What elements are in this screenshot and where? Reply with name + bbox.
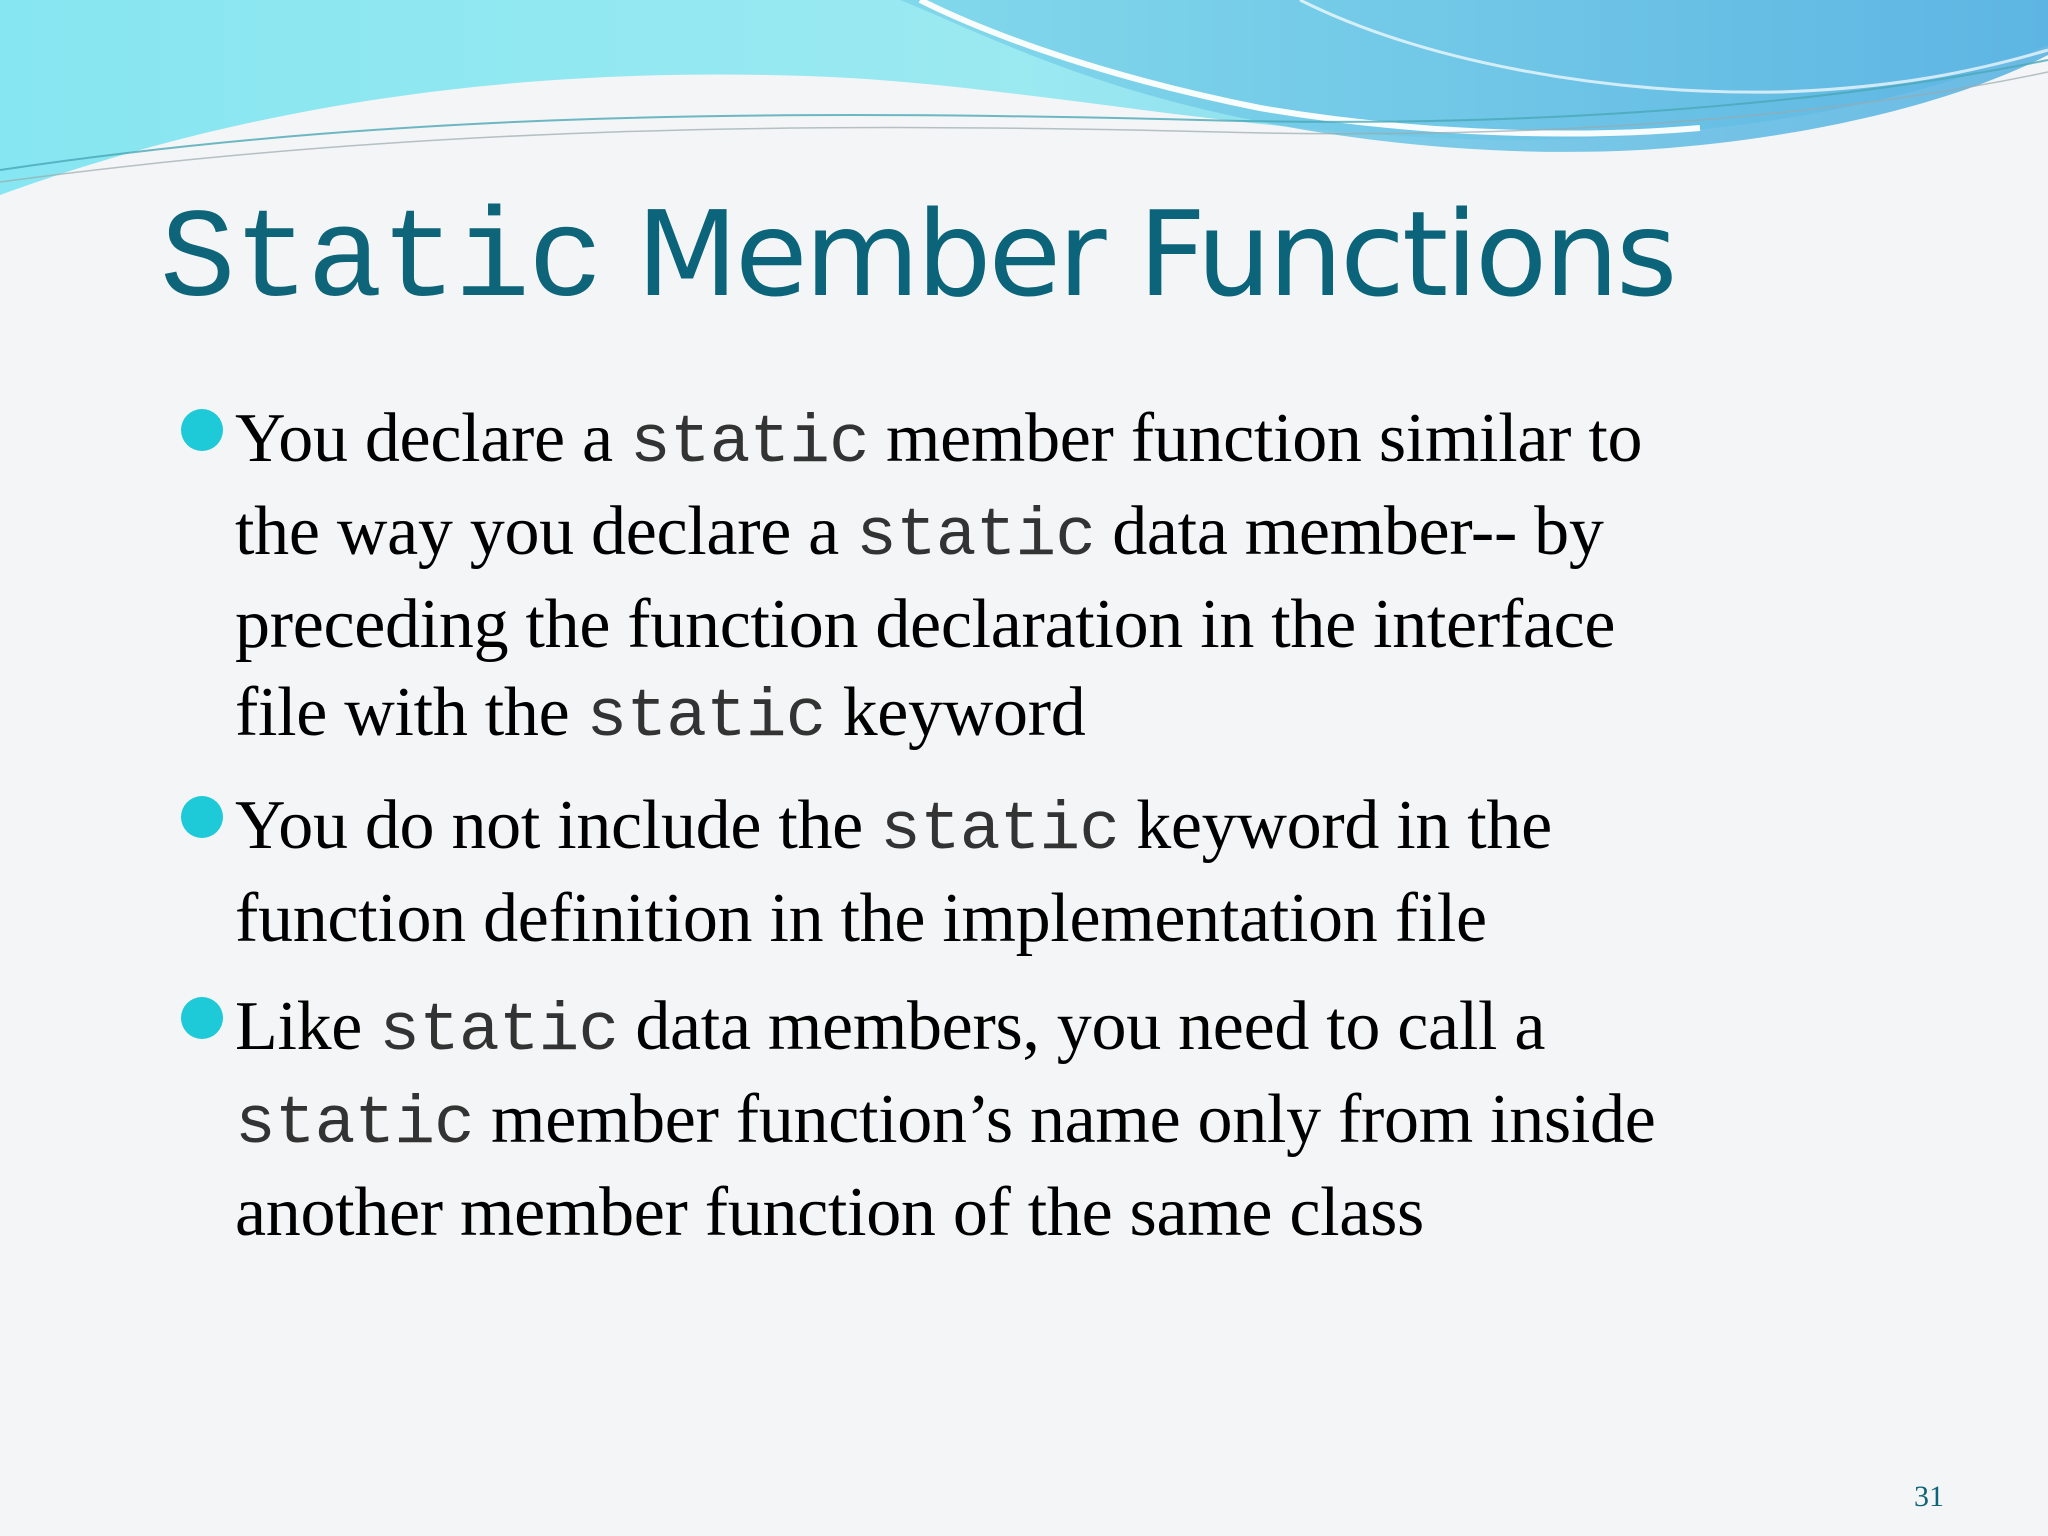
- bullet-dot-icon: [181, 796, 223, 838]
- bullet-list: [175, 395, 1895, 1277]
- text: member function similar to: [868, 400, 1643, 477]
- text: You do not include the: [235, 787, 881, 864]
- keyword-code: static: [379, 993, 619, 1070]
- keyword-code: static: [856, 498, 1095, 575]
- bullet-dot-icon: [181, 409, 223, 451]
- title-text-words: Member Functions: [636, 185, 1675, 323]
- keyword-code: static: [629, 405, 869, 482]
- text: another member function of the same class: [235, 1174, 1424, 1251]
- bullet-line: [235, 488, 1895, 581]
- bullet-item: [175, 395, 1895, 762]
- keyword-code: static: [880, 792, 1119, 869]
- bullet-line: [235, 983, 1895, 1076]
- text: You declare a: [235, 400, 630, 477]
- bullet-item: [175, 782, 1895, 963]
- title-code-word: Static: [160, 190, 602, 333]
- keyword-code: static: [235, 1086, 474, 1163]
- title-text: [602, 185, 1675, 323]
- text: keyword: [825, 674, 1086, 751]
- text: function definition in the implementation file: [235, 880, 1487, 957]
- bullet-line: [235, 1169, 1895, 1257]
- text: data members, you need to call a: [618, 988, 1546, 1065]
- text: file with the: [235, 674, 587, 751]
- bullet-line: [235, 669, 1895, 762]
- slide-title: [160, 185, 1675, 333]
- bullet-line: [235, 875, 1895, 963]
- bullet-line: [235, 395, 1895, 488]
- text: keyword in the: [1119, 787, 1552, 864]
- text: Like: [235, 988, 380, 1065]
- text: data member-- by: [1095, 493, 1604, 570]
- keyword-code: static: [586, 679, 826, 756]
- page-number: 31: [1914, 1480, 1944, 1513]
- text: preceding the function declaration in the interface: [235, 586, 1616, 663]
- bullet-item: [175, 983, 1895, 1257]
- text: member function’s name only from inside: [473, 1081, 1656, 1158]
- bullet-line: [235, 1076, 1895, 1169]
- bullet-dot-icon: [181, 997, 223, 1039]
- bullet-line: [235, 782, 1895, 875]
- text: the way you declare a: [235, 493, 857, 570]
- bullet-line: [235, 581, 1895, 669]
